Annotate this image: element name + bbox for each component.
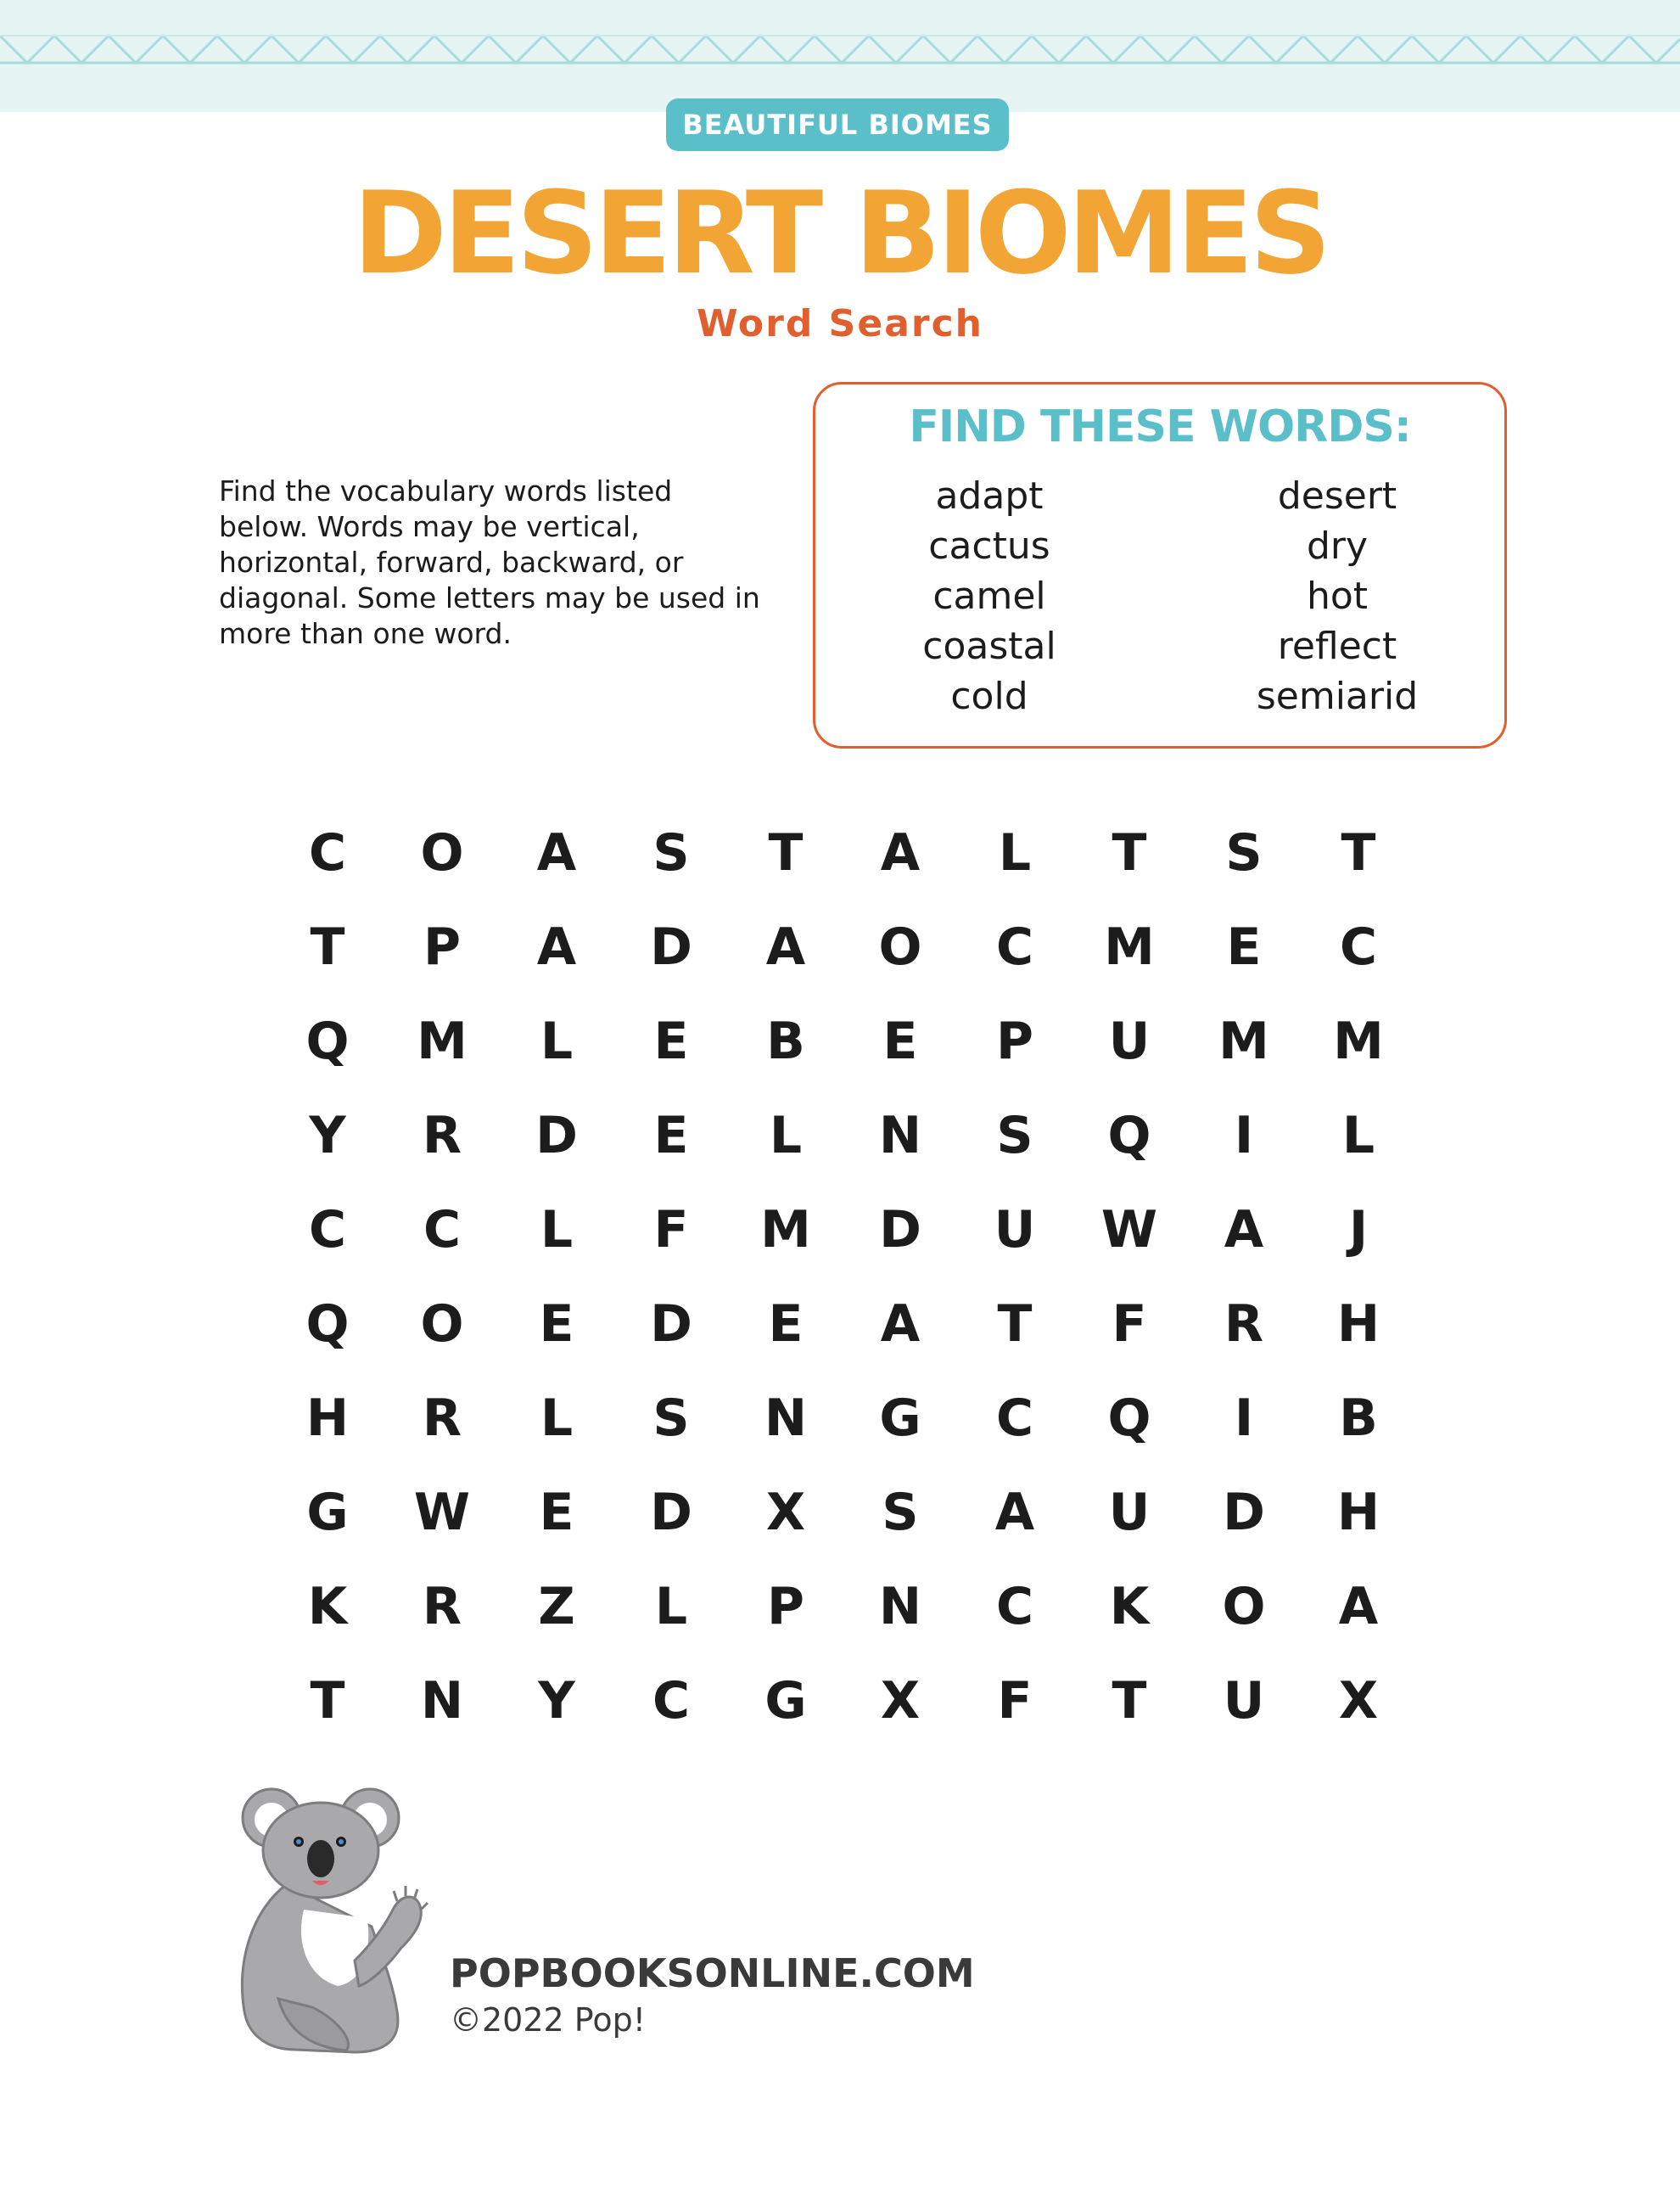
word-item: dry: [1306, 525, 1369, 568]
grid-letter: E: [653, 1106, 689, 1165]
category-tag: BEAUTIFUL BIOMES: [666, 98, 1009, 151]
grid-letter: M: [760, 1200, 811, 1260]
grid-letter: W: [1100, 1200, 1158, 1260]
word-list-left-column: [849, 471, 1129, 721]
grid-letter: G: [764, 1671, 807, 1731]
grid-letter: E: [768, 1294, 804, 1354]
grid-letter: L: [540, 1012, 574, 1071]
grid-letter: C: [1339, 917, 1378, 977]
grid-letter: N: [878, 1106, 922, 1165]
grid-letter: L: [998, 823, 1032, 883]
grid-letter: J: [1348, 1200, 1369, 1260]
grid-letter: F: [653, 1200, 689, 1260]
grid-letter: E: [1226, 917, 1262, 977]
grid-letter: B: [1339, 1389, 1378, 1448]
grid-letter: D: [650, 1483, 692, 1542]
grid-letter: O: [878, 917, 922, 977]
grid-letter: D: [650, 917, 692, 977]
grid-letter: W: [413, 1483, 471, 1542]
grid-letter: T: [768, 823, 804, 883]
grid-letter: C: [995, 917, 1034, 977]
grid-letter: U: [1108, 1012, 1151, 1071]
grid-letter: A: [536, 823, 577, 883]
grid-letter: H: [305, 1389, 350, 1448]
grid-letter: T: [310, 917, 345, 977]
grid-letter: E: [539, 1483, 574, 1542]
copyright-text: ©2022 Pop!: [450, 2001, 646, 2039]
page-title: DESERT BIOMES: [352, 167, 1328, 300]
grid-letter: A: [536, 917, 577, 977]
grid-letter: U: [1223, 1671, 1265, 1731]
grid-letter: C: [308, 823, 347, 883]
grid-letter: X: [1338, 1671, 1379, 1731]
grid-letter: X: [880, 1671, 921, 1731]
grid-letter: Q: [305, 1294, 350, 1354]
word-item: desert: [1277, 474, 1397, 518]
grid-letter: D: [879, 1200, 921, 1260]
grid-letter: Q: [1107, 1106, 1151, 1165]
word-item: adapt: [935, 474, 1044, 518]
grid-letter: A: [765, 917, 806, 977]
grid-letter: G: [879, 1389, 921, 1448]
grid-letter: S: [996, 1106, 1033, 1165]
grid-letter: Q: [1107, 1389, 1151, 1448]
grid-letter: E: [882, 1012, 918, 1071]
grid-letter: M: [1333, 1012, 1384, 1071]
grid-letter: Y: [538, 1671, 575, 1731]
word-list-right-column: [1197, 471, 1477, 721]
word-item: cold: [950, 675, 1028, 718]
grid-letter: I: [1234, 1106, 1254, 1165]
grid-letter: E: [653, 1012, 689, 1071]
grid-letter: R: [1224, 1294, 1264, 1354]
grid-letter: P: [996, 1012, 1033, 1071]
grid-letter: S: [882, 1483, 919, 1542]
word-list-box: [813, 382, 1507, 749]
grid-letter: D: [1223, 1483, 1265, 1542]
grid-letter: L: [769, 1106, 803, 1165]
grid-letter: D: [650, 1294, 692, 1354]
grid-letter: S: [652, 1389, 690, 1448]
grid-letter: A: [880, 823, 921, 883]
grid-letter: H: [1336, 1294, 1380, 1354]
grid-letter: H: [1336, 1483, 1380, 1542]
grid-letter: P: [767, 1577, 804, 1636]
grid-letter: B: [766, 1012, 805, 1071]
grid-letter: F: [997, 1671, 1033, 1731]
grid-letter: A: [1224, 1200, 1264, 1260]
page-subtitle: Word Search: [696, 302, 984, 345]
grid-letter: A: [994, 1483, 1035, 1542]
grid-letter: C: [423, 1200, 462, 1260]
word-list-heading: FIND THESE WORDS:: [909, 401, 1411, 452]
grid-letter: N: [764, 1389, 808, 1448]
grid-letter: T: [1341, 823, 1376, 883]
word-item: cactus: [928, 525, 1050, 568]
word-search-grid: [285, 811, 1431, 1753]
grid-letter: R: [422, 1106, 462, 1165]
grid-letter: L: [654, 1577, 688, 1636]
grid-letter: C: [995, 1577, 1034, 1636]
koala-illustration: [227, 1782, 456, 2062]
grid-letter: N: [878, 1577, 922, 1636]
word-item: reflect: [1277, 625, 1397, 668]
grid-letter: O: [420, 823, 464, 883]
grid-letter: E: [539, 1294, 574, 1354]
grid-letter: K: [307, 1577, 348, 1636]
grid-letter: I: [1234, 1389, 1254, 1448]
grid-letter: Y: [309, 1106, 346, 1165]
word-item: camel: [932, 575, 1046, 618]
grid-letter: R: [422, 1389, 462, 1448]
grid-letter: T: [997, 1294, 1033, 1354]
grid-letter: X: [765, 1483, 806, 1542]
grid-letter: T: [310, 1671, 345, 1731]
grid-letter: M: [1104, 917, 1155, 977]
grid-letter: M: [417, 1012, 468, 1071]
grid-letter: R: [422, 1577, 462, 1636]
grid-letter: K: [1109, 1577, 1150, 1636]
grid-letter: C: [308, 1200, 347, 1260]
word-item: hot: [1306, 575, 1369, 618]
grid-letter: T: [1112, 1671, 1147, 1731]
grid-letter: C: [652, 1671, 691, 1731]
grid-letter: L: [1341, 1106, 1375, 1165]
grid-letter: L: [540, 1200, 574, 1260]
grid-letter: G: [306, 1483, 349, 1542]
grid-letter: O: [420, 1294, 464, 1354]
word-item: semiarid: [1256, 675, 1419, 718]
grid-letter: A: [1338, 1577, 1379, 1636]
grid-letter: Q: [305, 1012, 350, 1071]
grid-letter: C: [995, 1389, 1034, 1448]
grid-letter: U: [1108, 1483, 1151, 1542]
grid-letter: L: [540, 1389, 574, 1448]
grid-letter: F: [1112, 1294, 1147, 1354]
grid-letter: M: [1218, 1012, 1269, 1071]
grid-letter: P: [423, 917, 461, 977]
word-item: coastal: [922, 625, 1056, 668]
grid-letter: U: [994, 1200, 1036, 1260]
grid-letter: N: [420, 1671, 464, 1731]
grid-letter: Z: [538, 1577, 575, 1636]
grid-letter: A: [880, 1294, 921, 1354]
grid-letter: O: [1222, 1577, 1266, 1636]
website-link[interactable]: POPBOOKSONLINE.COM: [450, 1950, 975, 1996]
instructions-text: Find the vocabulary words listed below. Words may be vertical, horizontal, forward, backward, or diagonal. Some letters may be used in more than one word.: [219, 474, 760, 650]
grid-letter: T: [1112, 823, 1147, 883]
top-decorative-band: [0, 0, 1680, 112]
grid-letter: S: [1225, 823, 1263, 883]
grid-letter: D: [535, 1106, 578, 1165]
grid-letter: S: [652, 823, 690, 883]
zigzag-pattern: [0, 29, 1680, 73]
